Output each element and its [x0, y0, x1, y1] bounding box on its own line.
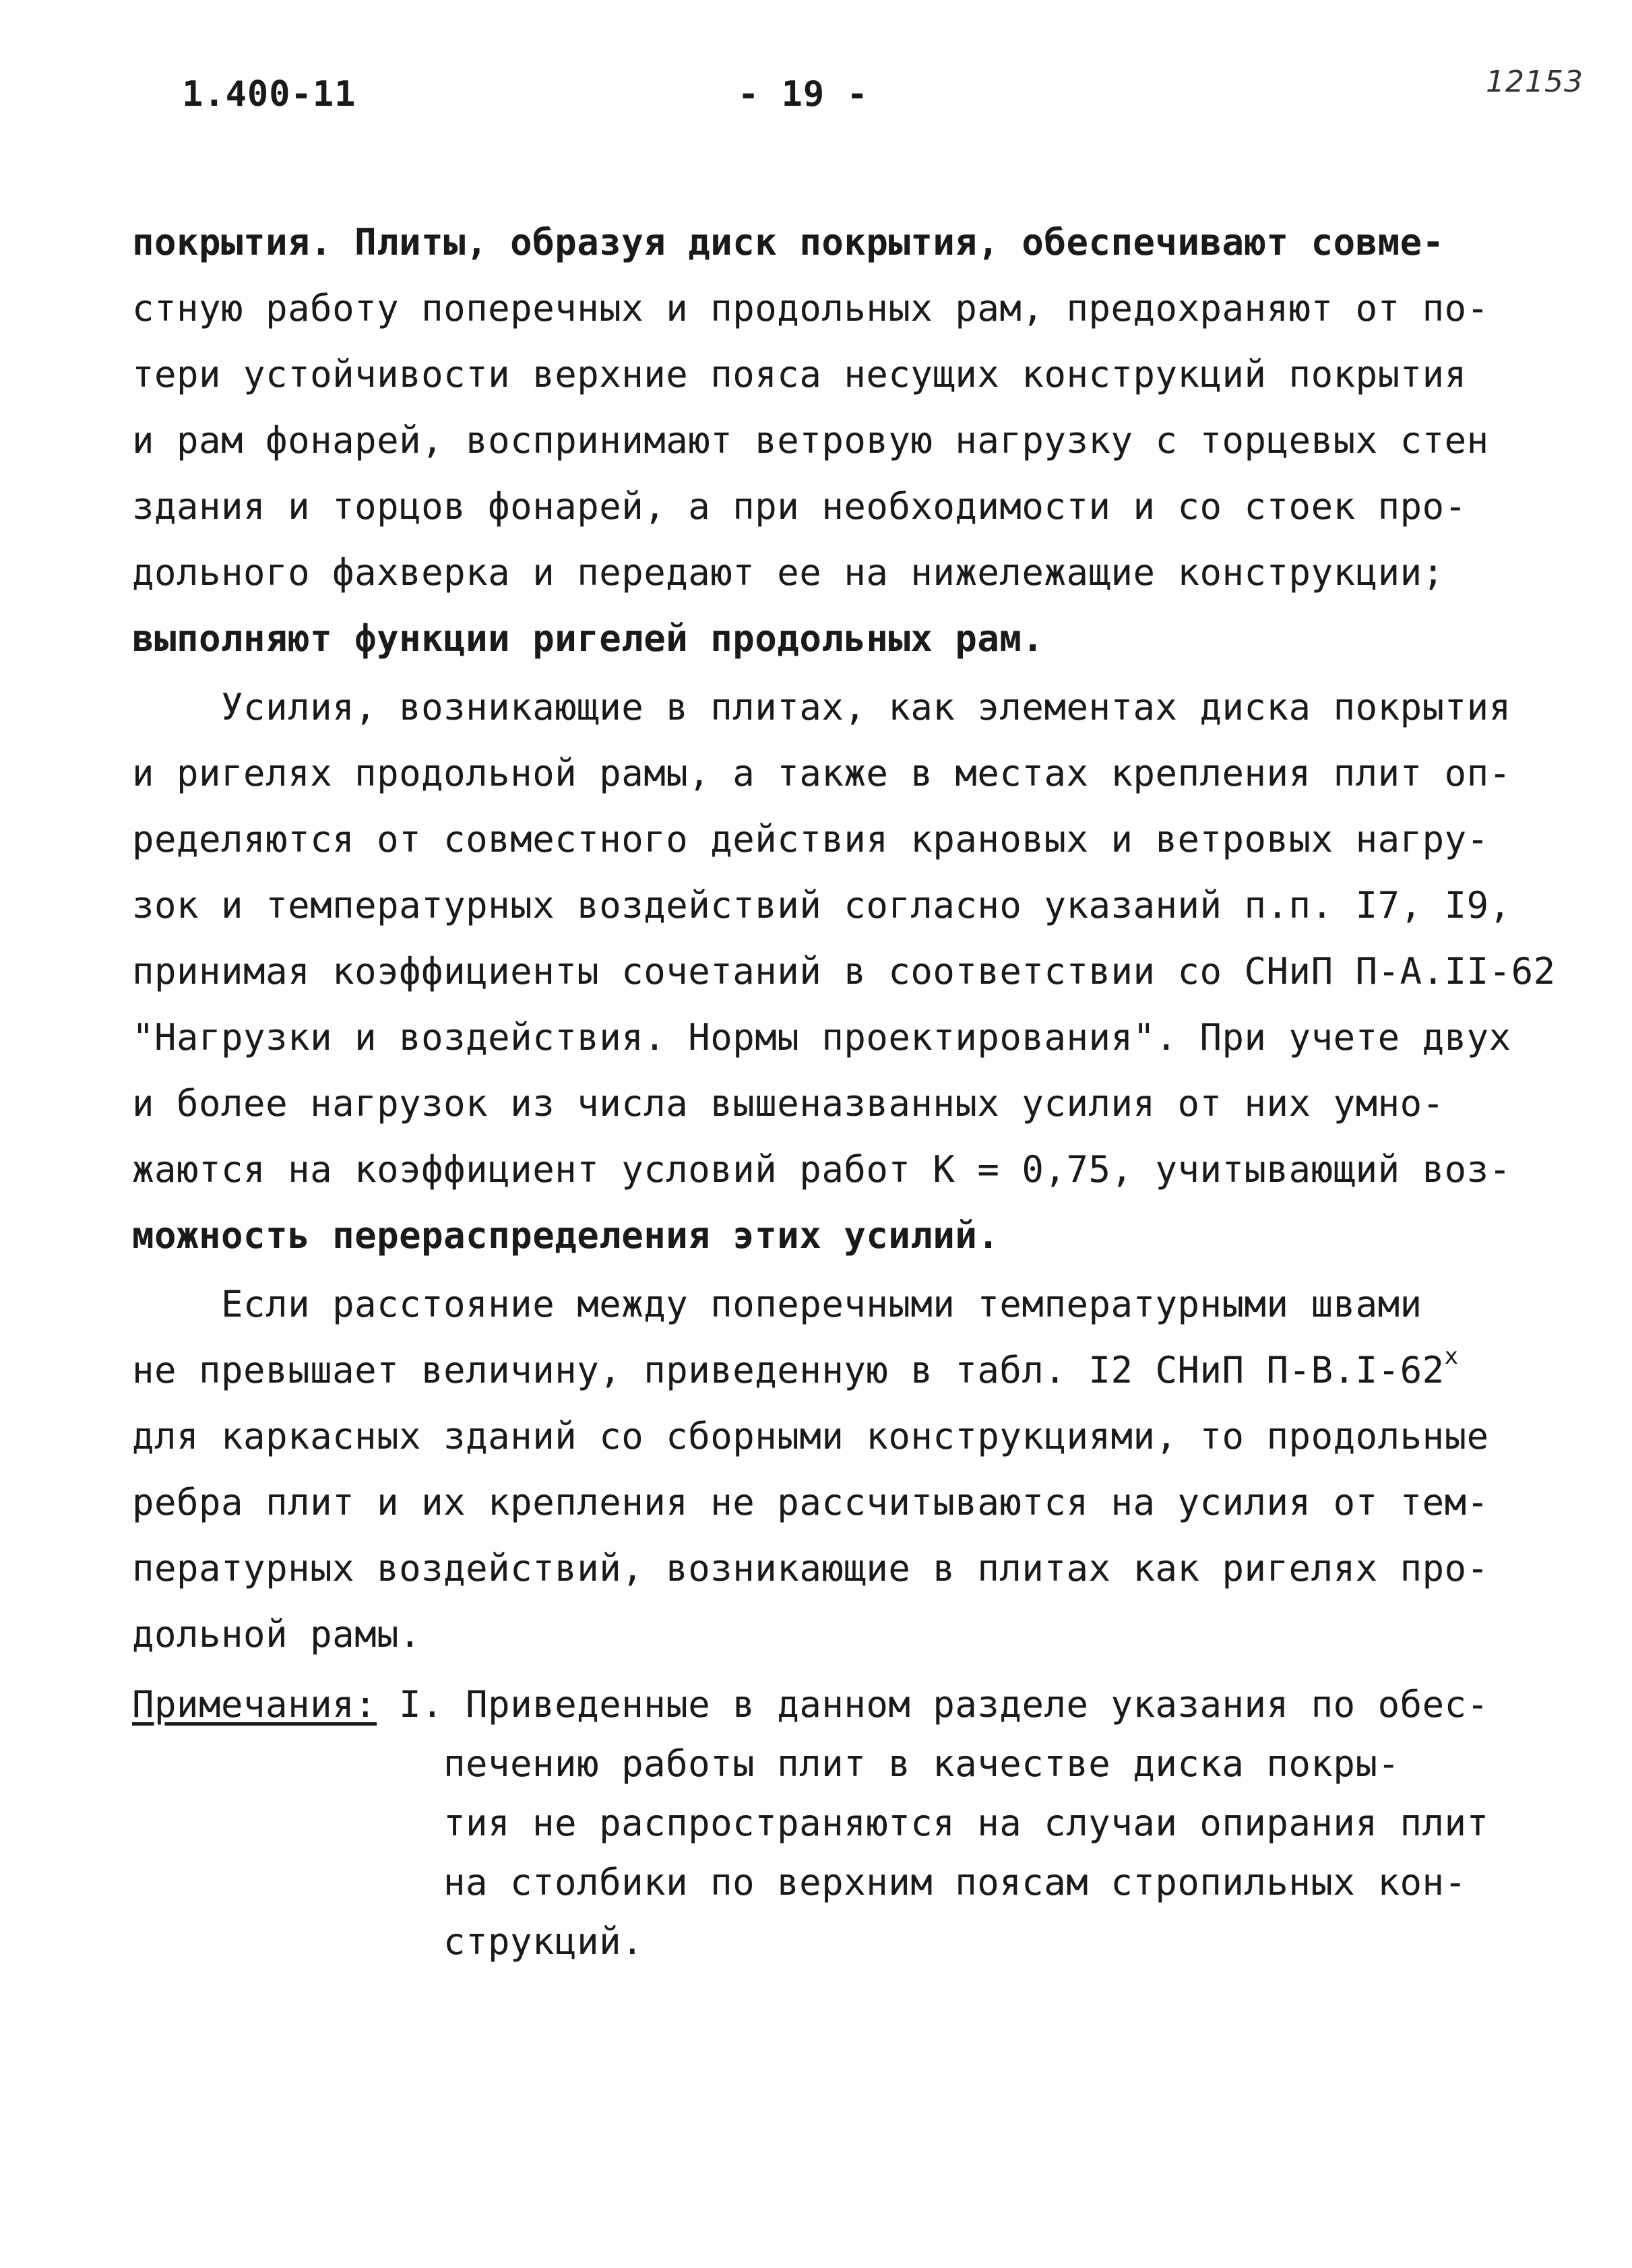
paragraph-2-line-1: Усилия, возникающие в плитах, как элементах диска покрытия [132, 686, 1511, 728]
paragraph-3-line-6: дольной рамы. [132, 1613, 422, 1656]
paragraph-2-line-5: принимая коэффициенты сочетаний в соответствии со СНиП П-А.II-62 [132, 950, 1556, 993]
handwritten-mark: 12153 [1486, 65, 1583, 99]
notes-line-3: тия не распространяются на случаи опирания плит [443, 1802, 1489, 1844]
notes-label: Примечания: [132, 1683, 377, 1726]
paragraph-3-line-1: Если расстояние между поперечными температурными швами [132, 1283, 1422, 1325]
notes-line-5: струкций. [443, 1920, 644, 1963]
paragraph-1-line-5: здания и торцов фонарей, а при необходимости и со стоек про- [132, 485, 1467, 528]
paragraph-3-line-2 [132, 1343, 1459, 1391]
paragraph-2-line-3: ределяются от совместного действия крановых и ветровых нагру- [132, 818, 1489, 860]
paragraph-1-line-6: дольного фахверка и передают ее на нижележащие конструкции; [132, 551, 1445, 594]
paragraph-3-line-3: для каркасных зданий со сборными конструкциями, то продольные [132, 1415, 1489, 1457]
paragraph-2-line-8: жаются на коэффициент условий работ К = 0,75, учитывающий воз- [132, 1148, 1511, 1191]
paragraph-3-line-2-text: не превышает величину, приведенную в табл. I2 СНиП П-В.I-62 [132, 1349, 1445, 1391]
document-code: 1.400-11 [182, 74, 356, 115]
superscript-x: х [1444, 1343, 1459, 1370]
paragraph-2-line-9: можность перераспределения этих усилий. [132, 1214, 1000, 1257]
notes-line-4: на столбики по верхним поясам стропильных кон- [443, 1861, 1467, 1903]
page-number: - 19 - [738, 74, 869, 115]
paragraph-3-line-5: пературных воздействий, возникающие в плитах как ригелях про- [132, 1547, 1489, 1589]
paragraph-2-line-7: и более нагрузок из числа вышеназванных усилия от них умно- [132, 1082, 1445, 1125]
notes-line-2: печению работы плит в качестве диска покры- [443, 1742, 1400, 1785]
paragraph-1-line-3: тери устойчивости верхние пояса несущих конструкций покрытия [132, 353, 1467, 396]
paragraph-3-line-4: ребра плит и их крепления не рассчитываются на усилия от тем- [132, 1481, 1489, 1523]
paragraph-1-line-7: выполняют функции ригелей продольных рам. [132, 617, 1044, 660]
notes-number: I. [377, 1683, 466, 1726]
notes-first-line [132, 1684, 1489, 1725]
notes-line-1: Приведенные в данном разделе указания по обес- [466, 1683, 1489, 1726]
paragraph-1-line-1: покрытия. Плиты, образуя диск покрытия, обеспечивают совме- [132, 221, 1445, 263]
paragraph-2-line-2: и ригелях продольной рамы, а также в местах крепления плит оп- [132, 752, 1511, 794]
paragraph-2-line-4: зок и температурных воздействий согласно указаний п.п. I7, I9, [132, 884, 1511, 926]
paragraph-1-line-4: и рам фонарей, воспринимают ветровую нагрузку с торцевых стен [132, 419, 1489, 462]
paragraph-2-line-6: "Нагрузки и воздействия. Нормы проектирования". При учете двух [132, 1016, 1511, 1059]
paragraph-1-line-2: стную работу поперечных и продольных рам, предохраняют от по- [132, 287, 1489, 329]
